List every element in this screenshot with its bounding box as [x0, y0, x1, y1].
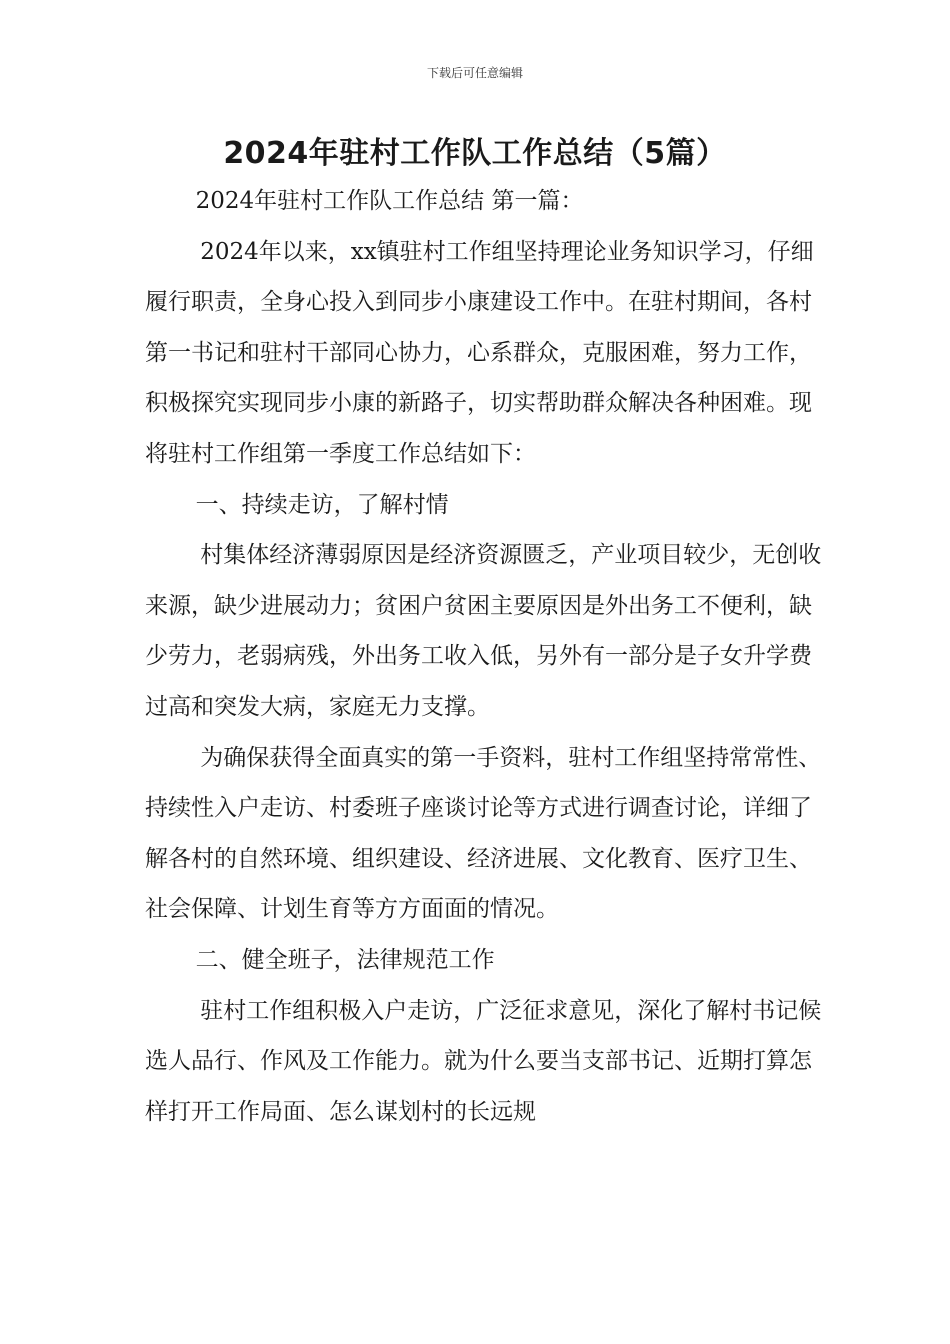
- section-heading: 二、健全班子，法律规范工作: [195, 946, 495, 973]
- section-subtitle: 2024年驻村工作队工作总结 第一篇：: [195, 188, 584, 214]
- paragraph: 为确保获得全面真实的第一手资料，驻村工作组坚持常常性、持续性入户走访、村委班子座谈讨论等方式进行调查讨论，详细了解各村的自然环境、组织建设、经济进展、文化教育、医疗卫生、社会保障、计划生育等方方面面的情况。: [145, 744, 822, 923]
- paragraph: 驻村工作组积极入户走访，广泛征求意见，深化了解村书记候选人品行、作风及工作能力。就为什么要当支部书记、近期打算怎样打开工作局面、怎么谋划村的长远规: [145, 997, 822, 1125]
- document-title: 2024年驻村工作队工作总结（5篇）: [223, 136, 727, 171]
- section-heading: 一、持续走访，了解村情: [195, 491, 449, 518]
- document-body: [145, 176, 825, 1137]
- header-note: 下载后可任意编辑: [426, 66, 523, 80]
- paragraph: 2024年以来，xx镇驻村工作组坚持理论业务知识学习，仔细履行职责，全身心投入到同步小康建设工作中。在驻村期间，各村第一书记和驻村干部同心协力，心系群众，克服困难，努力工作，积极探究实现同步小康的新路子，切实帮助群众解决各种困难。现将驻村工作组第一季度工作总结如下：: [145, 238, 814, 467]
- paragraph: 村集体经济薄弱原因是经济资源匮乏，产业项目较少，无创收来源，缺少进展动力；贫困户贫困主要原因是外出务工不便利，缺少劳力，老弱病残，外出务工收入低，另外有一部分是子女升学费过高和突发大病，家庭无力支撑。: [145, 542, 822, 720]
